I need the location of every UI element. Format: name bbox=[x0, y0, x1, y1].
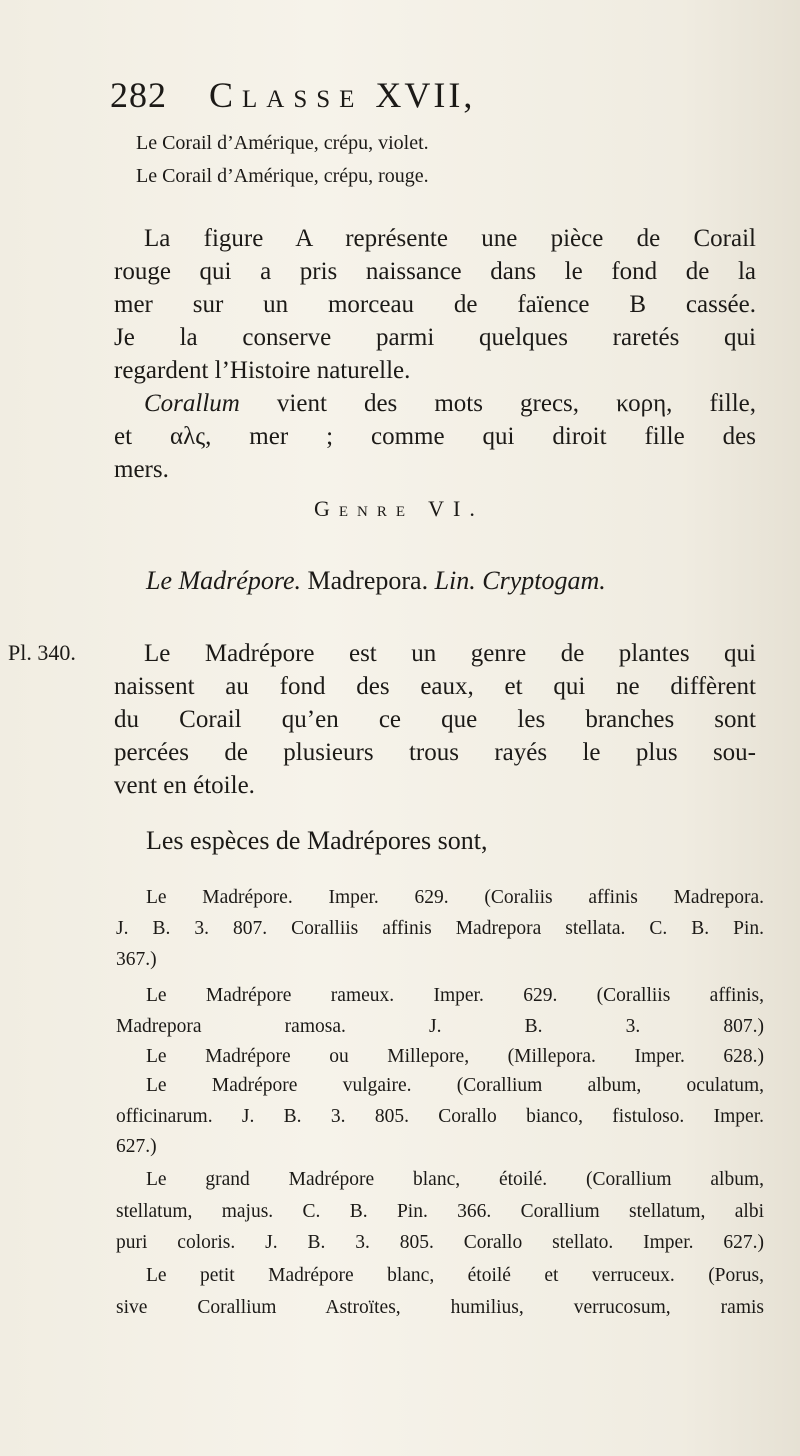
madrepore-para-line: naissent au fond des eaux, et qui ne diffèrent bbox=[114, 673, 756, 700]
genre-subtitle bbox=[146, 566, 606, 596]
figure-para-line: regardent l’Histoire naturelle. bbox=[114, 357, 411, 384]
genre-latin: Madrepora. bbox=[301, 566, 435, 595]
madrepore-para-line: du Corail qu’en ce que les branches sont bbox=[114, 706, 756, 733]
species-line: Le petit Madrépore blanc, étoilé et verruceux. (Porus, bbox=[146, 1265, 764, 1286]
genre-title: Genre VI. bbox=[314, 496, 484, 521]
class-number: XVII, bbox=[375, 75, 476, 115]
figure-para-line: rouge qui a pris naissance dans le fond de la bbox=[114, 258, 756, 285]
plate-reference: Pl. 340. bbox=[8, 640, 76, 665]
linnaeus-ref: Lin. Cryptogam. bbox=[434, 566, 606, 595]
etymology-text: vient des mots grecs, κορη, fille, bbox=[239, 390, 756, 417]
species-line: Le Madrépore rameux. Imper. 629. (Coralliis affinis, bbox=[146, 985, 764, 1006]
genre-name: Le Madrépore. bbox=[146, 566, 302, 595]
madrepore-para-line: Le Madrépore est un genre de plantes qui bbox=[144, 640, 756, 667]
species-heading: Les espèces de Madrépores sont, bbox=[146, 826, 488, 855]
class-label: Classe bbox=[209, 75, 364, 115]
etymology-line-2: et αλς, mer ; comme qui diroit fille des bbox=[114, 423, 756, 450]
species-line: Le Madrépore vulgaire. (Corallium album, oculatum, bbox=[146, 1075, 764, 1096]
species-line: 627.) bbox=[116, 1136, 157, 1157]
coral-rouge-line: Le Corail d’Amérique, crépu, rouge. bbox=[136, 165, 429, 187]
species-line: stellatum, majus. C. B. Pin. 366. Corallium stellatum, albi bbox=[116, 1201, 764, 1222]
species-line: Le grand Madrépore blanc, étoilé. (Corallium album, bbox=[146, 1169, 764, 1190]
page-header bbox=[110, 74, 475, 116]
corallum-word: Corallum bbox=[144, 390, 240, 417]
etymology-line-1 bbox=[114, 387, 756, 420]
figure-para-line: mer sur un morceau de faïence B cassée. bbox=[114, 291, 756, 318]
figure-para-line: Je la conserve parmi quelques raretés qui bbox=[114, 324, 756, 351]
madrepore-para-line: vent en étoile. bbox=[114, 772, 255, 799]
species-line: Madrepora ramosa. J. B. 3. 807.) bbox=[116, 1016, 764, 1037]
coral-violet-line: Le Corail d’Amérique, crépu, violet. bbox=[136, 132, 429, 154]
species-line: Le Madrépore ou Millepore, (Millepora. Imper. 628.) bbox=[146, 1046, 764, 1067]
figure-para-line: La figure A représente une pièce de Corail bbox=[144, 225, 756, 252]
etymology-line-3: mers. bbox=[114, 456, 169, 483]
species-line: officinarum. J. B. 3. 805. Corallo bianco, fistuloso. Imper. bbox=[116, 1106, 764, 1127]
madrepore-para-line: percées de plusieurs trous rayés le plus sou- bbox=[114, 739, 756, 766]
page-number: 282 bbox=[110, 75, 167, 115]
species-line: J. B. 3. 807. Coralliis affinis Madrepora stellata. C. B. Pin. bbox=[116, 918, 764, 939]
species-line: sive Corallium Astroïtes, humilius, verrucosum, ramis bbox=[116, 1297, 764, 1318]
species-line: puri coloris. J. B. 3. 805. Corallo stellato. Imper. 627.) bbox=[116, 1232, 764, 1253]
species-line: 367.) bbox=[116, 949, 157, 970]
species-line: Le Madrépore. Imper. 629. (Coraliis affinis Madrepora. bbox=[146, 887, 764, 908]
